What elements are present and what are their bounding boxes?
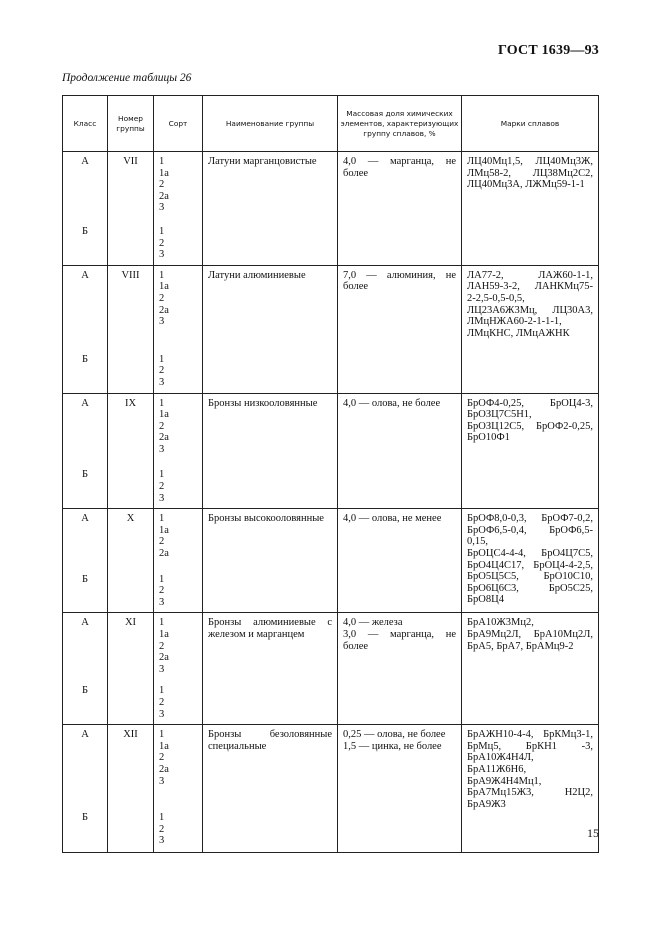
alloy-brand-line: ЛЦ40Мц3А, ЛЖМц59-1-1	[467, 179, 585, 191]
table-row	[63, 393, 599, 509]
class-a: А	[81, 397, 89, 409]
mass-fraction-cell	[338, 509, 462, 613]
sort-a: 2а	[159, 763, 169, 775]
page-number: 15	[587, 826, 599, 840]
group-number: VIII	[121, 269, 140, 281]
column-header-mass: Массовая доля химических элементов, характеризующих группу сплавов, %	[338, 96, 462, 152]
group-name-cell: Бронзы низкооловянные	[203, 393, 338, 509]
group-number: X	[126, 513, 135, 525]
sort-b: 3	[159, 376, 165, 388]
alloy-brand-line: ЛА77-2, ЛАЖ60-1-1,	[467, 269, 593, 281]
sort-a: 3	[159, 775, 165, 787]
alloy-brand-line: БрО10Ф1	[467, 432, 510, 444]
class-b: Б	[81, 685, 89, 697]
group-cell	[108, 509, 154, 613]
class-a: А	[81, 269, 89, 281]
alloy-brands-cell	[462, 393, 599, 509]
sort-spacer	[159, 214, 197, 226]
sort-a: 2	[159, 536, 165, 548]
group-number: VII	[123, 156, 138, 167]
sort-a: 2а	[159, 304, 169, 316]
class-b: Б	[81, 225, 89, 237]
alloy-brand-line: ЛАН59-3-2, ЛАНКМц75-	[467, 281, 593, 293]
sort-a: 2	[159, 752, 165, 764]
mass-fraction-line: 7,0 — алюминия, не более	[343, 269, 456, 293]
sort-a: 3	[159, 316, 165, 328]
group-cell	[108, 152, 154, 266]
class-b: Б	[81, 812, 89, 824]
sort-a: 1а	[159, 409, 169, 421]
alloy-brand-line: БрОЗЦ7С5Н1,	[467, 409, 532, 421]
class-a: А	[81, 156, 89, 167]
mass-fraction-line: 4,0 — олова, не менее	[343, 513, 442, 525]
sort-a: 1а	[159, 524, 169, 536]
alloy-groups-table	[62, 95, 599, 853]
group-name-cell: Бронзы алюминиевые с железом и марганцем	[203, 613, 338, 725]
group-cell	[108, 265, 154, 393]
alloy-brands-cell	[462, 613, 599, 725]
mass-fraction-line: 3,0 — марганца, не более	[343, 629, 456, 652]
sort-a: 3	[159, 443, 165, 455]
alloy-brand-line: БрАЖН10-4-4, БрКМц3-1,	[467, 729, 593, 741]
sort-b: 1	[159, 812, 165, 824]
table-row	[63, 509, 599, 613]
sort-a: 2	[159, 292, 165, 304]
table-body	[63, 152, 599, 853]
sort-b: 3	[159, 596, 165, 608]
alloy-brand-line: БрА5, БрА7, БрАМц9-2	[467, 640, 574, 652]
column-header-sort: Сорт	[154, 96, 203, 152]
class-a: А	[81, 729, 89, 741]
sort-b: 2	[159, 585, 165, 597]
mass-fraction-line: 0,25 — олова, не более	[343, 729, 446, 741]
sort-b: 1	[159, 573, 165, 585]
alloy-brand-line: БрОФ6,5-0,4, БрОФ6,5-0,15,	[467, 524, 593, 548]
alloy-brand-line: ЛМцКНС, ЛМцАЖНК	[467, 327, 570, 339]
table-row	[63, 725, 599, 853]
alloy-brand-line: БрО6Ц6С3, БрО5С25,	[467, 582, 593, 594]
alloy-brands-cell	[462, 509, 599, 613]
alloy-brand-line: БрА11Ж6Н6,	[467, 763, 527, 775]
table-continuation-label: Продолжение таблицы 26	[62, 72, 192, 84]
alloy-brand-line: БрА7Мц15Ж3, Н2Ц2,	[467, 787, 593, 799]
class-cell	[63, 152, 108, 266]
sort-a: 3	[159, 202, 165, 214]
sort-cell	[154, 725, 203, 853]
class-spacer	[68, 168, 102, 226]
class-spacer	[68, 409, 102, 469]
alloy-brand-line: ЛМцНЖА60-2-1-1-1,	[467, 316, 562, 328]
mass-fraction-cell	[338, 152, 462, 266]
class-a: А	[81, 617, 89, 629]
alloy-brand-line: ЛЦ40Мц1,5, ЛЦ40Мц3Ж,	[467, 156, 593, 167]
mass-fraction-line: 4,0 — железа	[343, 617, 403, 629]
sort-a: 1	[159, 729, 165, 741]
sort-a: 2а	[159, 432, 169, 444]
sort-b: 3	[159, 708, 165, 720]
sort-a: 2а	[159, 652, 169, 664]
alloy-brand-line: БрОФ8,0-0,3, БрОФ7-0,2,	[467, 513, 593, 525]
sort-spacer	[159, 455, 197, 469]
sort-b: 1	[159, 225, 165, 237]
sort-cell	[154, 613, 203, 725]
sort-spacer	[159, 560, 197, 574]
group-name-cell: Бронзы безоловянные специальные	[203, 725, 338, 853]
sort-a: 2	[159, 179, 165, 191]
sort-b: 2	[159, 696, 165, 708]
alloy-brand-line: БрМц5, БрКН1 -3,	[467, 740, 593, 752]
alloy-brands-cell	[462, 152, 599, 266]
alloy-brand-line: БрА10Ж3Мц2,	[467, 617, 534, 629]
sort-b: 1	[159, 353, 165, 365]
alloy-brand-line: БрА9Мц2Л, БрА10Мц2Л,	[467, 629, 593, 640]
sort-spacer	[159, 328, 197, 354]
sort-a: 1	[159, 397, 165, 409]
group-number: IX	[124, 397, 137, 409]
column-header-name: Наименование группы	[203, 96, 338, 152]
sort-b: 3	[159, 492, 165, 504]
group-cell	[108, 613, 154, 725]
group-number: XI	[124, 617, 137, 629]
sort-b: 2	[159, 481, 165, 493]
table-row	[63, 613, 599, 725]
sort-b: 2	[159, 365, 165, 377]
sort-a: 1	[159, 513, 165, 525]
alloy-brands-cell	[462, 725, 599, 853]
class-spacer	[68, 281, 102, 353]
class-cell	[63, 265, 108, 393]
alloy-brand-line: БрОФ4-0,25, БрОЦ4-3,	[467, 397, 593, 409]
class-cell	[63, 393, 108, 509]
sort-a: 1	[159, 269, 165, 281]
document-code: ГОСТ 1639—93	[498, 43, 599, 58]
class-a: А	[81, 513, 89, 525]
mass-fraction-cell	[338, 393, 462, 509]
sort-a: 1а	[159, 167, 169, 179]
column-header-brand: Марки сплавов	[462, 96, 599, 152]
sort-a: 2а	[159, 190, 169, 202]
sort-cell	[154, 393, 203, 509]
alloy-brand-line: ЛМц58-2, ЛЦ38Мц2С2,	[467, 167, 593, 179]
class-spacer	[68, 629, 102, 685]
group-number: XII	[123, 729, 138, 741]
mass-fraction-cell	[338, 725, 462, 853]
class-cell	[63, 509, 108, 613]
alloy-brand-line: БрО5Ц5С5, БрО10С10,	[467, 571, 593, 583]
mass-fraction-line: 4,0 — олова, не более	[343, 397, 441, 409]
mass-fraction-line: 4,0 — марганца, не более	[343, 156, 456, 179]
class-spacer	[68, 741, 102, 812]
alloy-brand-line: БрОЦС4-4-4, БрО4Ц7С5,	[467, 548, 593, 560]
sort-a: 1а	[159, 629, 169, 640]
sort-a: 3	[159, 663, 165, 675]
sort-b: 2	[159, 237, 165, 249]
mass-fraction-cell	[338, 613, 462, 725]
alloy-brand-line: БрА9Ж3	[467, 798, 506, 810]
sort-b: 3	[159, 835, 165, 847]
group-cell	[108, 725, 154, 853]
sort-a: 2а	[159, 548, 169, 560]
class-b: Б	[81, 469, 89, 481]
sort-b: 1	[159, 469, 165, 481]
group-name-cell: Бронзы высокооловянные	[203, 509, 338, 613]
class-b: Б	[81, 353, 89, 365]
group-cell	[108, 393, 154, 509]
alloy-brand-line: БрО4Ц4С17, БрОЦ4-4-2,5,	[467, 559, 593, 571]
sort-a: 1	[159, 617, 165, 629]
alloy-brand-line: БрА10Ж4Н4Л,	[467, 752, 534, 764]
alloy-brand-line: БрО8Ц4	[467, 594, 504, 606]
mass-fraction-line: 1,5 — цинка, не более	[343, 740, 442, 752]
class-cell	[63, 613, 108, 725]
alloy-brand-line: 2-2,5-0,5-0,5,	[467, 292, 525, 304]
table-header-row	[63, 96, 599, 152]
sort-b: 1	[159, 685, 165, 697]
column-header-group: Номер группы	[108, 96, 154, 152]
alloy-brands-cell	[462, 265, 599, 393]
class-spacer	[68, 525, 102, 574]
alloy-brand-line: БрОЗЦ12С5, БрОФ2-0,25,	[467, 420, 593, 432]
alloy-brand-line: ЛЦ23А6Ж3Мц, ЛЦ30А3,	[467, 304, 593, 316]
sort-cell	[154, 509, 203, 613]
sort-a: 1а	[159, 281, 169, 293]
alloy-brand-line: БрА9Ж4Н4Мц1,	[467, 775, 542, 787]
column-header-class: Класс	[63, 96, 108, 152]
sort-a: 1	[159, 156, 165, 167]
sort-cell	[154, 152, 203, 266]
sort-cell	[154, 265, 203, 393]
mass-fraction-cell	[338, 265, 462, 393]
sort-a: 1а	[159, 740, 169, 752]
sort-a: 2	[159, 420, 165, 432]
sort-spacer	[159, 787, 197, 812]
sort-a: 2	[159, 640, 165, 652]
table-row	[63, 265, 599, 393]
table-row	[63, 152, 599, 266]
sort-b: 2	[159, 823, 165, 835]
class-b: Б	[81, 573, 89, 585]
class-cell	[63, 725, 108, 853]
group-name-cell: Латуни марганцовистые	[203, 152, 338, 266]
sort-spacer	[159, 675, 197, 685]
sort-b: 3	[159, 249, 165, 261]
group-name-cell: Латуни алюминиевые	[203, 265, 338, 393]
